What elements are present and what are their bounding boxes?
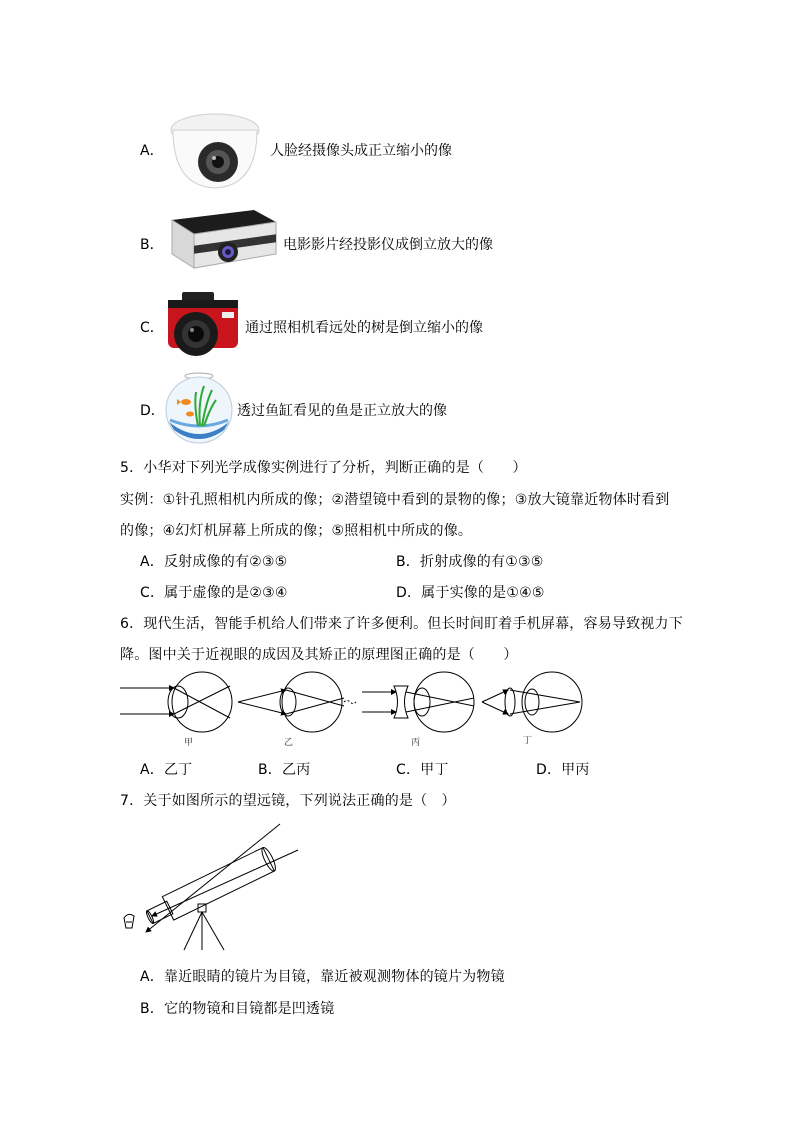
q6-stem-line1: 6．现代生活，智能手机给人们带来了许多便利。但长时间盯着手机屏幕，容易导致视力下 <box>120 616 683 632</box>
q5-stem: 5．小华对下列光学成像实例进行了分析，判断正确的是（ ） <box>120 460 527 476</box>
option-a-caption: 人脸经摄像头成正立缩小的像 <box>270 143 452 159</box>
q5-option-b: B．折射成像的有①③⑤ <box>396 554 544 570</box>
option-c-caption: 通过照相机看远处的树是倒立缩小的像 <box>245 320 483 336</box>
q5-option-d: D．属于实像的是①④⑤ <box>396 585 545 601</box>
diagram-ding <box>482 672 582 732</box>
diagram-bing <box>362 672 474 732</box>
q6-option-a: A．乙丁 <box>140 762 193 778</box>
q6-option-b: B．乙丙 <box>258 762 311 778</box>
q7-option-a: A．靠近眼睛的镜片为目镜，靠近被观测物体的镜片为物镜 <box>140 969 505 985</box>
diagram-jia <box>120 672 232 732</box>
q6-option-c: C．甲丁 <box>396 762 449 778</box>
telescope-diagram <box>118 820 304 954</box>
q5-examples-line2: 的像；④幻灯机屏幕上所成的像；⑤照相机中所成的像。 <box>120 523 473 539</box>
q6-option-d: D．甲丙 <box>536 762 590 778</box>
diagram-yi <box>238 672 356 732</box>
option-d-caption: 透过鱼缸看见的鱼是正立放大的像 <box>237 403 447 419</box>
dome-camera-image <box>168 108 262 190</box>
q7-option-b: B．它的物镜和目镜都是凹透镜 <box>140 1001 335 1017</box>
label-jia: 甲 <box>184 738 194 748</box>
q5-option-a: A．反射成像的有②③⑤ <box>140 554 288 570</box>
option-d-letter: D． <box>140 403 165 419</box>
projector-image <box>164 206 278 276</box>
q7-stem: 7．关于如图所示的望远镜，下列说法正确的是（ ） <box>120 793 456 809</box>
camera-image <box>164 290 242 360</box>
option-b-caption: 电影影片经投影仪成倒立放大的像 <box>283 237 493 253</box>
label-bing: 丙 <box>411 738 421 748</box>
q5-examples-line1: 实例：①针孔照相机内所成的像；②潜望镜中看到的景物的像；③放大镜靠近物体时看到 <box>120 492 670 508</box>
label-yi: 乙 <box>284 738 294 748</box>
option-a-letter: A． <box>140 143 164 159</box>
label-ding: 丁 <box>523 736 533 746</box>
fish-bowl-image <box>164 372 234 444</box>
option-b-letter: B． <box>140 237 164 253</box>
q5-option-c: C．属于虚像的是②③④ <box>140 585 288 601</box>
option-c-letter: C． <box>140 320 164 336</box>
q6-stem-line2: 降。图中关于近视眼的成因及其矫正的原理图正确的是（ ） <box>120 647 518 663</box>
